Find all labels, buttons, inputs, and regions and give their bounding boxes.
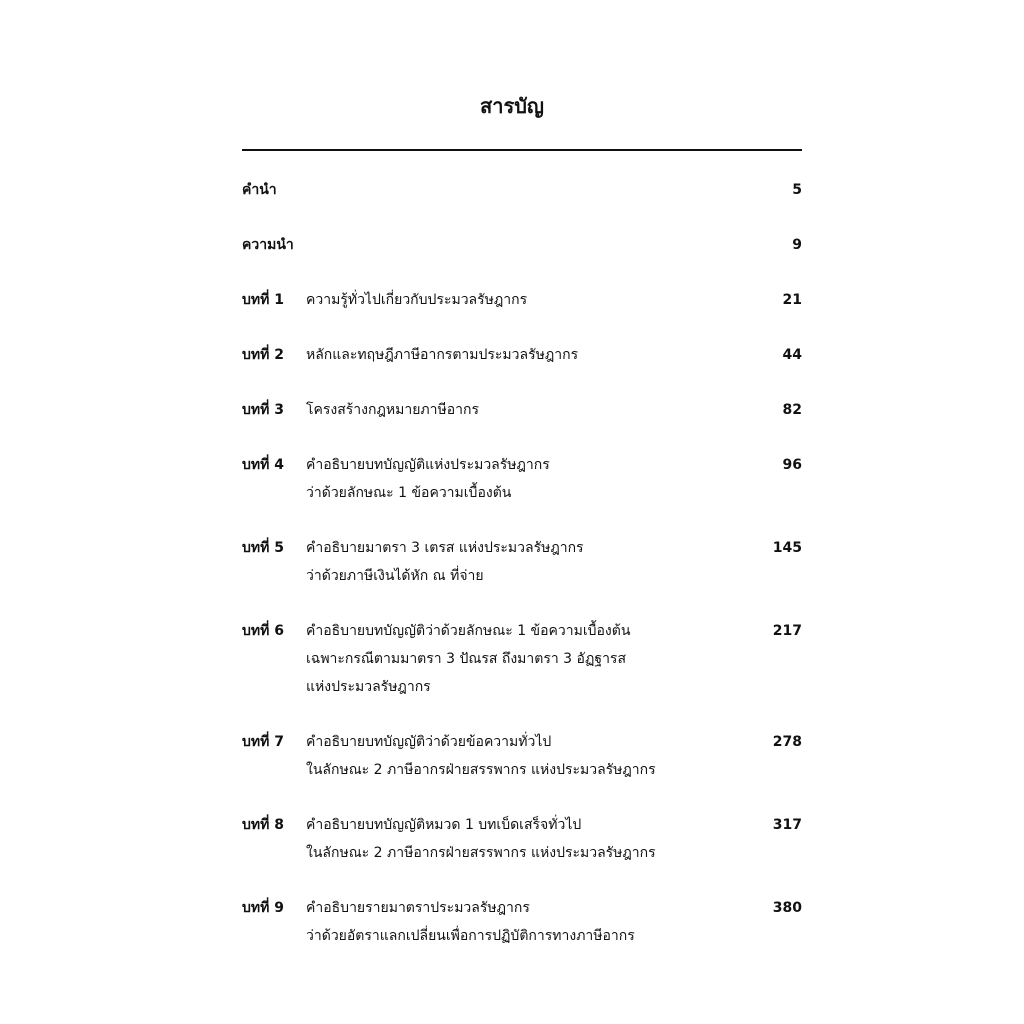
toc-entry[interactable] [242, 451, 802, 507]
toc-entry-title-line: คำอธิบายบทบัญญัติว่าด้วยลักษณะ 1 ข้อความเบื้องต้น [306, 623, 631, 639]
toc-entry-title [294, 231, 802, 259]
toc-entry-title [306, 811, 802, 867]
toc-entry-page-number: 96 [782, 457, 802, 473]
toc-entry[interactable] [242, 811, 802, 867]
toc-entry[interactable] [242, 231, 802, 259]
toc-entry-label: บทที่ 7 [242, 734, 284, 750]
toc-entry-page-number: 5 [792, 182, 802, 198]
toc-entry-title [306, 451, 802, 507]
toc-entry-title [306, 396, 802, 424]
title-divider [242, 149, 802, 151]
toc-entry[interactable] [242, 341, 802, 369]
page-title: สารบัญ [480, 94, 544, 118]
toc-entry-label: บทที่ 1 [242, 292, 284, 308]
toc-entry[interactable] [242, 286, 802, 314]
toc-entry-label: บทที่ 2 [242, 347, 284, 363]
toc-entry-title [306, 341, 802, 369]
toc-entry-page-number: 317 [772, 817, 802, 833]
toc-entry[interactable] [242, 396, 802, 424]
toc-entry-title-line: แห่งประมวลรัษฎากร [306, 679, 431, 695]
toc-entry-title-line: ว่าด้วยอัตราแลกเปลี่ยนเพื่อการปฏิบัติการทางภาษีอากร [306, 928, 635, 944]
toc-entry-title-line: ในลักษณะ 2 ภาษีอากรฝ่ายสรรพากร แห่งประมวลรัษฎากร [306, 762, 656, 778]
toc-entry-page-number: 82 [782, 402, 802, 418]
toc-entry-label: บทที่ 4 [242, 457, 284, 473]
toc-entry[interactable] [242, 534, 802, 590]
toc-entry-title-line: เฉพาะกรณีตามมาตรา 3 ปัณรส ถึงมาตรา 3 อัฏฐารส [306, 651, 626, 667]
toc-entry-title-line: คำอธิบายบทบัญญัติหมวด 1 บทเบ็ดเสร็จทั่วไป [306, 817, 582, 833]
toc-entry-label: บทที่ 8 [242, 817, 284, 833]
toc-entry-label: บทที่ 6 [242, 623, 284, 639]
toc-entry-page-number: 278 [772, 734, 802, 750]
toc-entry-label: บทที่ 3 [242, 402, 284, 418]
toc-entry-title [306, 286, 802, 314]
toc-entry-title-line: คำอธิบายรายมาตราประมวลรัษฎากร [306, 900, 530, 916]
toc-entry-title [306, 617, 802, 701]
toc-entry-page-number: 145 [772, 540, 802, 556]
toc-entry[interactable] [242, 176, 802, 204]
table-of-contents [242, 176, 802, 977]
toc-entry-title-line: ว่าด้วยภาษีเงินได้หัก ณ ที่จ่าย [306, 568, 484, 584]
toc-entry-page-number: 217 [772, 623, 802, 639]
toc-entry-title-line: คำอธิบายมาตรา 3 เตรส แห่งประมวลรัษฎากร [306, 540, 584, 556]
toc-entry-label: บทที่ 5 [242, 540, 284, 556]
toc-entry-title [306, 534, 802, 590]
toc-entry-title-line: ว่าด้วยลักษณะ 1 ข้อความเบื้องต้น [306, 485, 512, 501]
toc-entry[interactable] [242, 894, 802, 950]
toc-entry-title [277, 176, 802, 204]
toc-entry-title-line: หลักและทฤษฎีภาษีอากรตามประมวลรัษฎากร [306, 347, 579, 363]
toc-entry-page-number: 380 [772, 900, 802, 916]
toc-entry-page-number: 21 [782, 292, 802, 308]
toc-entry-title-line: โครงสร้างกฎหมายภาษีอากร [306, 402, 479, 418]
toc-entry-title-line: คำอธิบายบทบัญญัติว่าด้วยข้อความทั่วไป [306, 734, 552, 750]
toc-entry-title-line: ความรู้ทั่วไปเกี่ยวกับประมวลรัษฎากร [306, 292, 528, 308]
toc-entry[interactable] [242, 728, 802, 784]
toc-entry-page-number: 9 [792, 237, 802, 253]
toc-entry-title [306, 728, 802, 784]
toc-entry[interactable] [242, 617, 802, 701]
toc-entry-title-line: คำอธิบายบทบัญญัติแห่งประมวลรัษฎากร [306, 457, 550, 473]
toc-entry-title-line: ในลักษณะ 2 ภาษีอากรฝ่ายสรรพากร แห่งประมวลรัษฎากร [306, 845, 656, 861]
toc-entry-label: บทที่ 9 [242, 900, 284, 916]
toc-entry-label: คำนำ [242, 182, 277, 198]
toc-entry-page-number: 44 [782, 347, 802, 363]
toc-entry-title [306, 894, 802, 950]
toc-entry-label: ความนำ [242, 237, 294, 253]
